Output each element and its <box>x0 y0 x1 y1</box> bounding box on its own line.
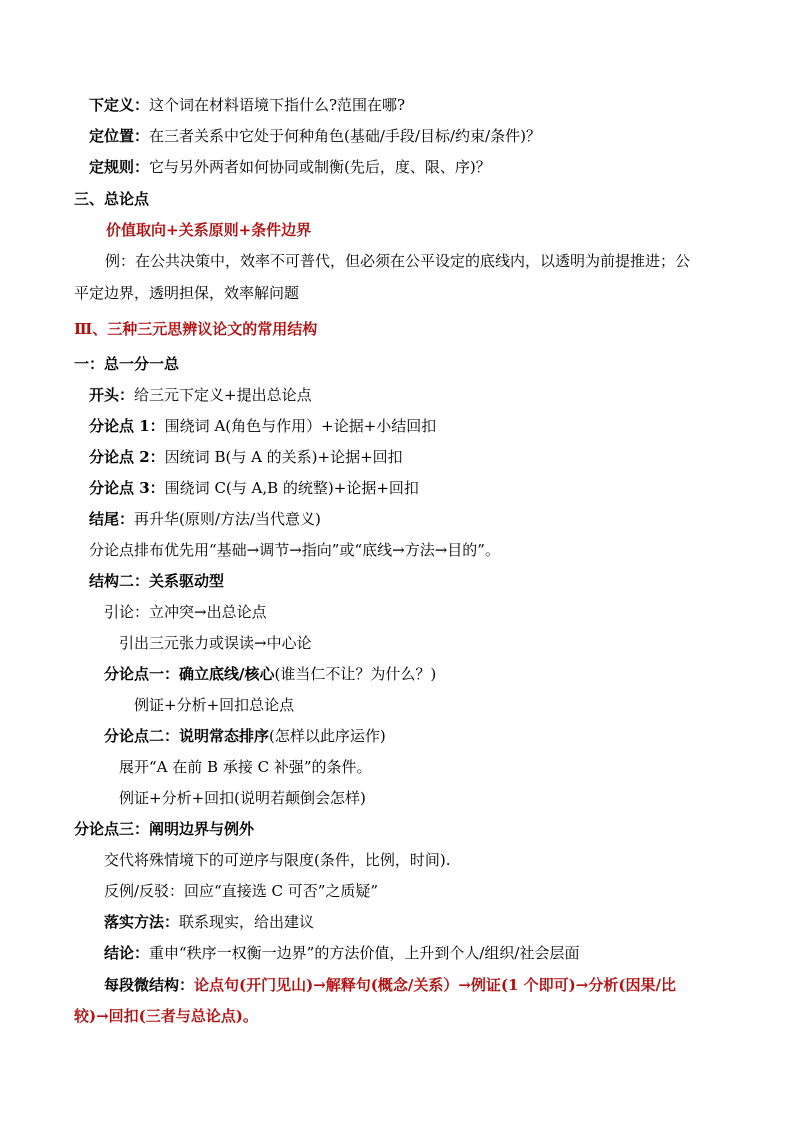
sub-point-one-line <box>104 663 436 685</box>
implementation-line <box>104 911 314 933</box>
line-label: 分论点 3： <box>89 479 165 497</box>
opening-line <box>89 384 312 406</box>
line-text: 它与另外两者如何协同或制衡(先后，度、限、序)？ <box>149 158 491 176</box>
structure-two-heading: 结构二：关系驱动型 <box>89 572 225 590</box>
sub-point-one-detail: 例证+分析+回扣总论点 <box>134 696 295 714</box>
example-paragraph-line-2: 平定边界，透明担保，效率解问题 <box>74 284 300 302</box>
line-text: 联系现实，给出建议 <box>179 913 315 931</box>
line-label: 分论点 1： <box>89 417 165 435</box>
line-text: 围绕词 A(角色与作用）+论据+小结回扣 <box>164 417 437 435</box>
sub-point-1-line <box>89 415 436 437</box>
micro-structure-line-1 <box>104 974 676 996</box>
line-label: 结尾： <box>89 510 135 528</box>
sub-point-3-line <box>89 477 419 499</box>
line-text: 论点句(开门见山)→解释句(概念/关系）→例证(1 个即可)→分析(因果/比 <box>194 976 676 994</box>
position-line <box>89 125 541 147</box>
sub-point-three-heading: 分论点三：阐明边界与例外 <box>74 820 255 838</box>
definition-line <box>89 94 405 116</box>
line-text: (谁当仁不让？为什么？) <box>274 665 437 683</box>
intro-detail-line: 引出三元张力或误读→中心论 <box>119 634 312 652</box>
sub-point-three-detail-1: 交代将殊情境下的可逆序与限度(条件，比例，时间). <box>104 851 451 869</box>
structure-one-heading: 一：总一分一总 <box>74 355 180 373</box>
ending-line <box>89 508 321 530</box>
micro-structure-line-2: 较)→回扣(三者与总论点)。 <box>74 1007 258 1025</box>
section-heading-structures: Ⅲ、三种三元思辨议论文的常用结构 <box>74 320 318 338</box>
line-label: 结论： <box>104 944 150 962</box>
thesis-formula: 价值取向+关系原则+条件边界 <box>106 221 312 239</box>
line-label: 分论点 2： <box>89 448 165 466</box>
line-text: 再升华(原则/方法/当代意义) <box>134 510 321 528</box>
ordering-note: 分论点排布优先用“基础→调节→指向”或“底线→方法→目的”。 <box>89 541 500 559</box>
sub-point-three-detail-2: 反例/反驳：回应“直接选 C 可否”之质疑” <box>104 882 379 900</box>
line-label: 定规则： <box>89 158 150 176</box>
line-label: 分论点二：说明常态排序 <box>104 727 270 745</box>
sub-point-two-detail-1: 展开“A 在前 B 承接 C 补强”的条件。 <box>119 758 372 776</box>
conclusion-line <box>104 942 579 964</box>
sub-point-two-detail-2: 例证+分析+回扣(说明若颠倒会怎样) <box>119 789 366 807</box>
line-text: 给三元下定义+提出总论点 <box>134 386 312 404</box>
line-text: 围绕词 C(与 A,B 的统整)+论据+回扣 <box>164 479 419 497</box>
intro-line: 引论：立冲突→出总论点 <box>104 603 267 621</box>
line-label: 落实方法： <box>104 913 180 931</box>
line-label: 定位置： <box>89 127 150 145</box>
line-text: (怎样以此序运作) <box>269 727 386 745</box>
line-text: 因统词 B(与 A 的关系)+论据+回扣 <box>164 448 403 466</box>
sub-point-2-line <box>89 446 403 468</box>
section-heading-thesis: 三、总论点 <box>74 190 150 208</box>
line-label: 每段微结构： <box>104 976 195 994</box>
example-paragraph-line-1: 例：在公共决策中，效率不可普代，但必须在公平设定的底线内，以透明为前提推进；公 <box>105 252 691 270</box>
sub-point-two-line <box>104 725 386 747</box>
line-text: 在三者关系中它处于何种角色(基础/手段/目标/约束/条件)？ <box>149 127 541 145</box>
line-text: 重申“秩序一权衡一边界”的方法价值，上升到个人/组织/社会层面 <box>149 944 580 962</box>
line-label: 开头： <box>89 386 135 404</box>
line-label: 分论点一：确立底线/核心 <box>104 665 275 683</box>
line-label: 下定义： <box>89 96 150 114</box>
line-text: 这个词在材料语境下指什么?范围在哪? <box>149 96 406 114</box>
rule-line <box>89 156 491 178</box>
